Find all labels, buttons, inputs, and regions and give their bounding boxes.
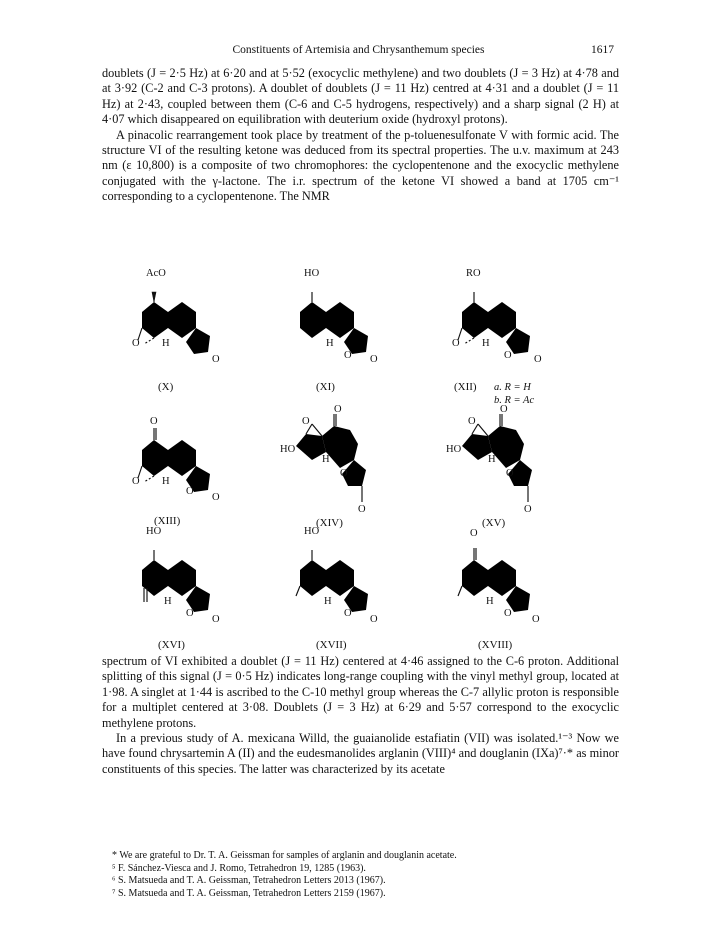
atom-o: O xyxy=(370,354,378,365)
atom-o: O xyxy=(504,350,512,361)
substituent-ketone-o: O xyxy=(470,528,478,539)
variant-b: b. R = Ac xyxy=(494,395,535,406)
substituent-ketone-o: O xyxy=(334,404,342,415)
compound-label-xviii: (XVIII) xyxy=(478,639,513,651)
atom-o: O xyxy=(340,468,348,479)
paragraph-vi-spectrum: spectrum of VI exhibited a doublet (J = 11 Hz) centered at 4·46 assigned to the C-6 proton. Additional splitting of this signal (J = 0·5 Hz) indicates long-range coupling with the vinyl methyl group, located at 1·98. A singlet at 1·44 is ascribed to the C-10 methyl group whereas the C-7 allylic proton is responsible for a multiplet centered at 3·08. Doublets (J = 3 Hz) at 6·29 and 5·57 correspond to the exocyclic methylene protons. xyxy=(102,654,619,730)
substituent-ho: HO xyxy=(146,526,162,537)
atom-o: O xyxy=(132,476,140,487)
paragraph-previous-study: In a previous study of A. mexicana Willd, the guaianolide estafiatin (VII) was isolated.¹⁻³ Now we have found chrysartemin A (II) and the eudesmanolides arglanin (VIII)⁴ and douglanin (IXa)⁷·* as minor constituents of this species. The latter was characterized by its acetate xyxy=(102,731,619,776)
compound-label-xii: (XII) xyxy=(454,381,477,393)
atom-h: H xyxy=(162,338,170,349)
atom-o: O xyxy=(504,608,512,619)
atom-o: O xyxy=(212,614,220,625)
compound-label-xvii: (XVII) xyxy=(316,639,347,651)
structure-xi xyxy=(300,292,380,360)
atom-h: H xyxy=(324,596,332,607)
footnote-ref-6: ⁶ S. Matsueda and T. A. Geissman, Tetrahedron Letters 2013 (1967). xyxy=(112,875,386,886)
atom-h: H xyxy=(164,596,172,607)
atom-o: O xyxy=(534,354,542,365)
compound-label-x: (X) xyxy=(158,381,174,393)
atom-o: O xyxy=(370,614,378,625)
atom-o: O xyxy=(186,486,194,497)
paragraph-nmr-continued: doublets (J = 2·5 Hz) at 6·20 and at 5·52 (exocyclic methylene) and two doublets (J = 3 Hz) at 4·78 and at 3·92 (C-2 and C-3 protons). A doublet of doublets (J = 11 Hz) centred at 4·31 and a doublet (J = 11 Hz) at 2·43, coupled between them (C-6 and C-5 hydrogens, respectively) and a sharp signal (2 H) at 4·07 which disappeared on equilibration with deuterium oxide (hydroxyl protons). xyxy=(102,66,619,127)
atom-o: O xyxy=(212,492,220,503)
atom-h: H xyxy=(162,476,170,487)
atom-o: O xyxy=(506,468,514,479)
footnotes xyxy=(102,850,619,900)
atom-o: O xyxy=(212,354,220,365)
atom-ho: HO xyxy=(280,444,296,455)
compound-label-xi: (XI) xyxy=(316,381,335,393)
atom-o: O xyxy=(532,614,540,625)
atom-o: O xyxy=(132,338,140,349)
page-number: 1617 xyxy=(591,44,614,56)
substituent-ho: HO xyxy=(304,268,320,279)
footnote-ref-7: ⁷ S. Matsueda and T. A. Geissman, Tetrahedron Letters 2159 (1967). xyxy=(112,887,386,899)
compound-label-xv: (XV) xyxy=(482,517,506,529)
running-title: Constituents of Artemisia and Chrysanthemum species xyxy=(232,44,485,56)
substituent-ho: HO xyxy=(304,526,320,537)
atom-o: O xyxy=(302,416,310,427)
substituent-ro: RO xyxy=(466,268,481,279)
compound-label-xiii: (XIII) xyxy=(154,515,181,527)
substituent-aco: AcO xyxy=(146,268,166,279)
footnote-ref-5: ⁵ F. Sánchez-Viesca and J. Romo, Tetrahedron 19, 1285 (1963). xyxy=(112,862,366,874)
atom-h: H xyxy=(482,338,490,349)
atom-o: O xyxy=(358,504,366,515)
variant-a: a. R = H xyxy=(494,382,531,393)
atom-o: O xyxy=(452,338,460,349)
structure-xviii xyxy=(458,548,542,618)
body-text-bottom xyxy=(102,654,619,777)
atom-o: O xyxy=(186,608,194,619)
structure-xiv xyxy=(296,414,378,502)
atom-ho: HO xyxy=(446,444,462,455)
atom-o: O xyxy=(468,416,476,427)
compound-label-xiv: (XIV) xyxy=(316,517,343,529)
structure-xvii xyxy=(296,550,380,618)
atom-h: H xyxy=(326,338,334,349)
structure-xii xyxy=(458,292,542,360)
structures-svg xyxy=(102,262,619,654)
atom-h: H xyxy=(486,596,494,607)
paragraph-pinacolic-rearrangement: A pinacolic rearrangement took place by treatment of the p-toluenesulfonate V with formic acid. The structure VI of the resulting ketone was deduced from its spectral properties. The u.v. maximum at 243 nm (ε 10,800) is a composite of two chromophores: the cyclopentenone and the exocyclic methylene conjugated with the γ-lactone. The i.r. spectrum of the ketone VI showed a band at 1705 cm⁻¹ corresponding to a cyclopentenone. The NMR xyxy=(102,127,619,204)
atom-o: O xyxy=(344,350,352,361)
substituent-ketone-o: O xyxy=(150,416,158,427)
atom-o: O xyxy=(344,608,352,619)
structure-xv xyxy=(462,414,544,502)
structure-xiii xyxy=(138,428,222,498)
body-text-top xyxy=(102,66,619,205)
atom-h: H xyxy=(488,454,496,465)
substituent-ketone-o: O xyxy=(500,404,508,415)
footnote-acknowledgement: * We are grateful to Dr. T. A. Geissman for samples of arglanin and douglanin acetate. xyxy=(112,850,457,861)
running-head xyxy=(0,44,717,62)
structure-x xyxy=(138,292,222,360)
atom-h: H xyxy=(322,454,330,465)
atom-o: O xyxy=(524,504,532,515)
structure-xvi xyxy=(142,550,222,618)
compound-label-xvi: (XVI) xyxy=(158,639,185,651)
structures-figure xyxy=(102,262,619,654)
